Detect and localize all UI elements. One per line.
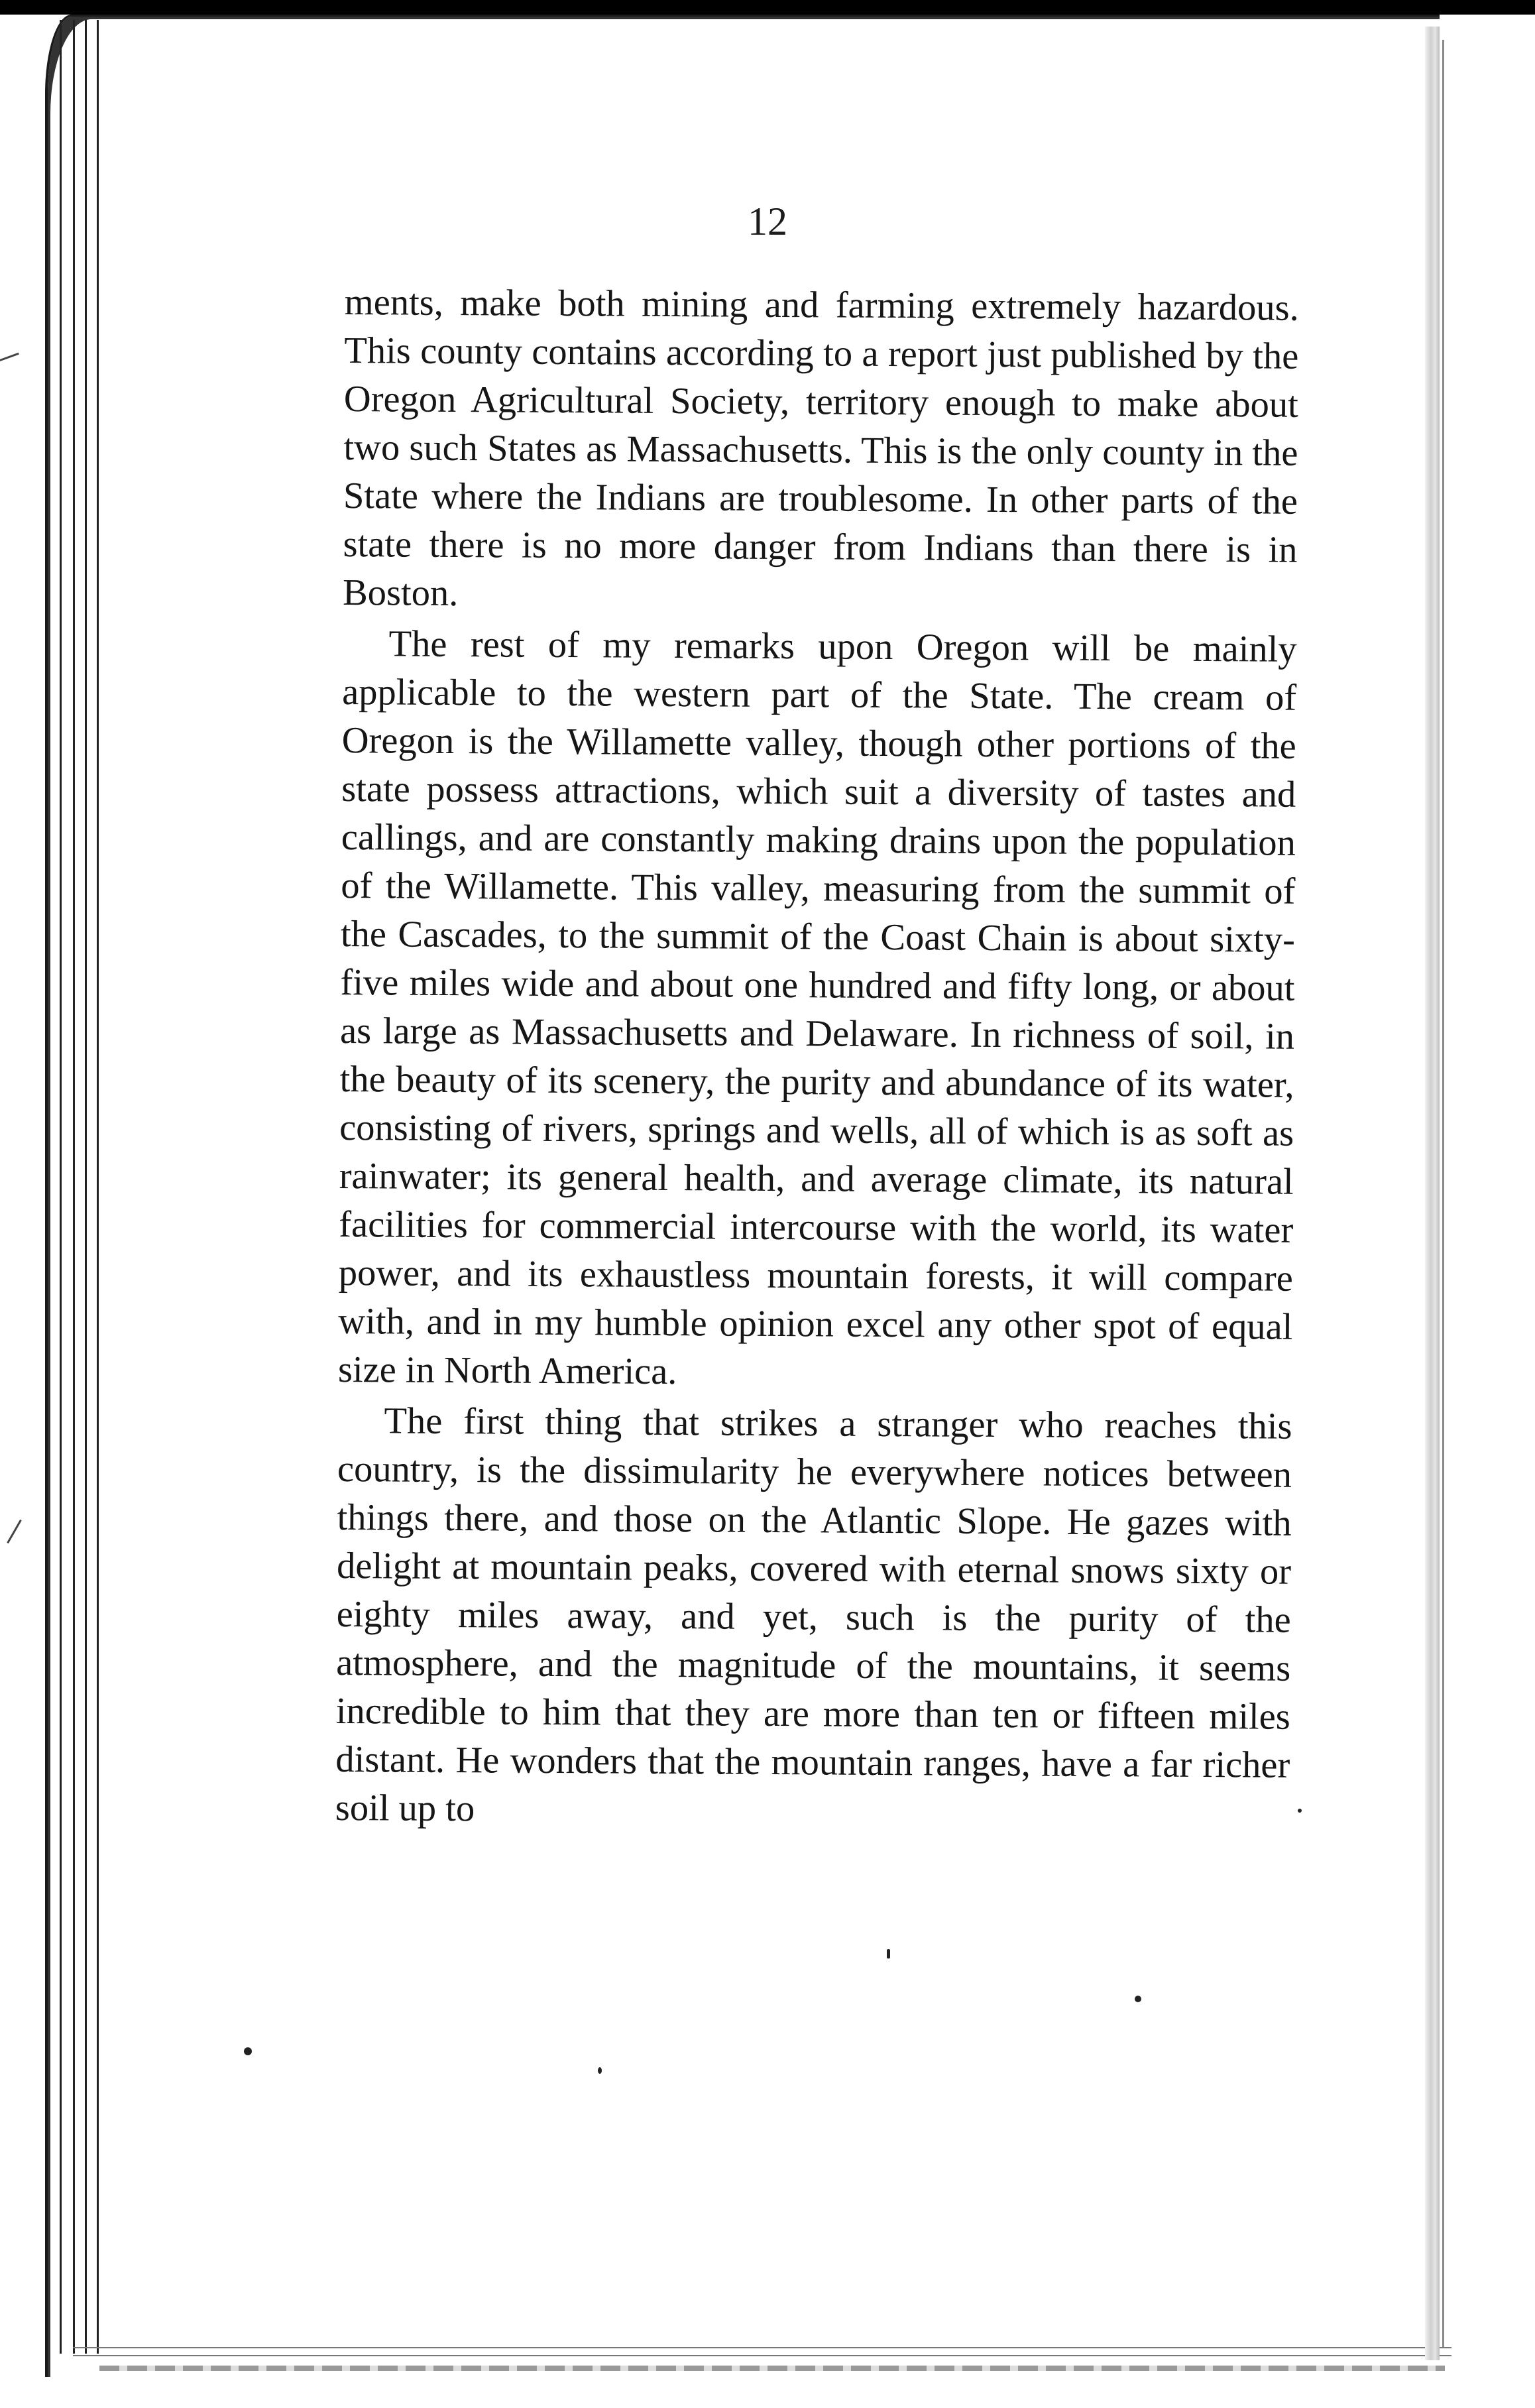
body-text	[335, 278, 1299, 1841]
page-number: 12	[748, 200, 787, 243]
page-stack-edge	[60, 20, 62, 2354]
page-stack-edge	[73, 20, 75, 2354]
paragraph-1: ments, make both mining and farming extremely hazardous. This county contains according to a report just published by the Oregon Agricultural Society, territory enough to make about two such States as Massachusetts. This is the only county in the State where the Indians are troublesome. In other parts of the state there is no more danger from Indians than there is in Boston.	[342, 281, 1299, 615]
scan-speck	[598, 2067, 602, 2074]
page-bottom-edge	[99, 2366, 1445, 2371]
scan-speck	[1298, 1809, 1302, 1813]
paragraph-2: The rest of my remarks upon Oregon will be mainly applicable to the western part of the State. The cream of Oregon is the Willamette valley, though other portions of the state possess attractions, which suit a diversity of tastes and callings, and are constantly making drains upon the population of the Willamette. This valley, measuring from the summit of the Cascades, to the summit of the Coast Chain is about sixty-five miles wide and about one hundred and fifty long, or about as large as Massachusetts and Delaware. In richness of soil, in the beauty of its scenery, the purity and abundance of its water, consisting of rivers, springs and wells, all of which is as soft as rainwater; its general health, and average climate, its natural facilities for commercial intercourse with the world, its water power, and its exhaustless mountain forests, it will compare with, and in my humble opinion excel any other spot of equal size in North America.	[337, 623, 1297, 1393]
page-stack-line	[73, 2347, 1451, 2348]
page-stack-edge	[85, 20, 87, 2354]
paragraph-3: The first thing that strikes a stranger who reaches this country, is the dissimularity he everywhere notices between things there, and those on the Atlantic Slope. He gazes with delight at mountain peaks, covered with eternal snows sixty or eighty miles away, and yet, such is the purity of the atmosphere, and the magnitude of the mountains, it seems incredible to him that they are more than ten or fifteen miles distant. He wonders that the mountain ranges, have a far richer soil up to	[335, 1400, 1292, 1830]
margin-mark	[7, 1520, 22, 1543]
page-fold-right	[1425, 27, 1440, 2360]
page-stack-edge	[97, 20, 99, 2354]
page-stack-line	[73, 2355, 1451, 2356]
margin-mark	[0, 353, 19, 363]
scan-speck	[1135, 1996, 1141, 2002]
page-fold-line	[1442, 40, 1444, 2347]
scan-top-border	[0, 0, 1535, 15]
scan-speck	[887, 1949, 890, 1958]
scan-speck	[244, 2047, 252, 2055]
